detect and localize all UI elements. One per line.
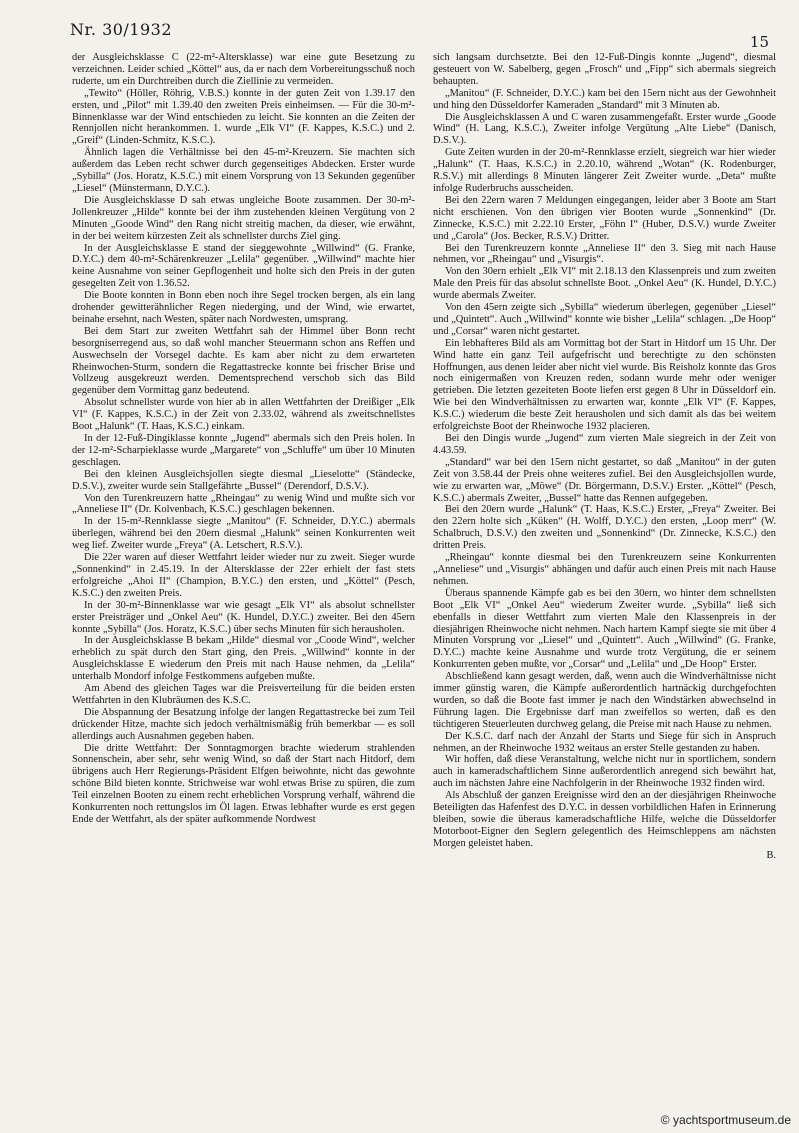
page-number: 15 xyxy=(749,33,769,51)
left-column xyxy=(72,52,415,1092)
paragraph: Wir hoffen, daß diese Veranstaltung, welche nicht nur in sportlichem, sondern auch in kameradschaftlichem Sinne außerordentlich anregend sich bewährt hat, auch im nächsten Jahre eine Nachfolgerin in der Rheinwoche 1932 finden wird. xyxy=(433,754,776,790)
paragraph: Die Boote konnten in Bonn eben noch ihre Segel trocken bergen, als ein lang drohender gewitterähnlicher Regen niederging, und der Wind, wie erwartet, beinahe ersehnt, nach Westen, später nach Nordwesten, umsprang. xyxy=(72,290,415,325)
issue-number: Nr. 30/1932 xyxy=(70,20,173,39)
paragraph: Bei dem Start zur zweiten Wettfahrt sah der Himmel über Bonn recht besorgniserregend aus, so daß wohl mancher Steuermann schon ans Reffen und Auswechseln der Vorsegel dachte. Es kam aber nicht zu dem erwarteten Rheinwochen-Sturm, sondern die Regattastrecke konnte bei frischer Brise und Vollzeug ausgekreuzt werden. Dementsprechend verschob sich das Bild gegenüber dem Vormittag ganz bedeutend. xyxy=(72,325,415,397)
paragraph: Absolut schnellster wurde von hier ab in allen Wettfahrten der Dreißiger „Elk VI“ (F. Kappes, K.S.C.) in der Zeit von 2.33.02, während als zweitschnellstes Boot „Halunk“ (T. Haas, K.S.C.) einkam. xyxy=(72,397,415,433)
paragraph: In der 15-m²-Rennklasse siegte „Manitou“ (F. Schneider, D.Y.C.) abermals überlegen, während bei den 20ern diesmal „Halunk“ seinen Konkurrenten weit weg lief. Zweiter wurde „Freya“ (A. Letschert, R.S.V.). xyxy=(72,516,415,552)
paragraph: „Tewito“ (Höller, Röhrig, V.B.S.) konnte in der guten Zeit von 1.39.17 den ersten, und „Pilot“ mit 1.39.40 den zweiten Preis einheimsen. — Für die 30-m²-Binnenklasse war der Wind entschieden zu leicht. Sie konnten an die Zeiten der Rennjollen nicht herankommen. 1. wurde „Elk VI“ (F. Kappes, K.S.C.) und 2. „Greif“ (Linden-Schmitz, K.S.C.). xyxy=(72,87,415,147)
paragraph: Gute Zeiten wurden in der 20-m²-Rennklasse erzielt, siegreich war hier wieder „Halunk“ (T. Haas, K.S.C.) in 2.20.10, während „Wotan“ (K. Rodenburger, R.S.V.) mit allerdings 8 Minuten längerer Zeit Zweiter wurde. „Deta“ mußte infolge Ruderbruchs ausscheiden. xyxy=(433,147,776,194)
paragraph: In der 12-Fuß-Dingiklasse konnte „Jugend“ abermals sich den Preis holen. In der 12-m²-Scharpieklasse wurde „Margarete“ von „Schluffe“ um über 10 Minuten geschlagen. xyxy=(72,433,415,468)
paragraph: der Ausgleichsklasse C (22-m²-Altersklasse) war eine gute Besetzung zu verzeichnen. Leider schied „Köttel“ aus, da er nach dem Vorbereitungsschuß noch ruderte, um ein Durchtreiben durch die Ziellinie zu vermeiden. xyxy=(72,52,415,87)
paragraph: „Rheingau“ konnte diesmal bei den Turenkreuzern seine Konkurrenten „Anneliese“ und „Visurgis“ abhängen und dafür auch einen Preis mit nach Hause nehmen. xyxy=(433,552,776,587)
paragraph: „Manitou“ (F. Schneider, D.Y.C.) kam bei den 15ern nicht aus der Gewohnheit und hing den Düsseldorfer Kameraden „Standard“ mit 3 Minuten ab. xyxy=(433,87,776,111)
paragraph: Die Abspannung der Besatzung infolge der langen Regattastrecke bei zum Teil drückender Hitze, machte sich jedoch verhältnismäßig früh bemerkbar — es soll allerdings auch Ausnahmen gegeben haben. xyxy=(72,706,415,742)
copyright-watermark: © yachtsportmuseum.de xyxy=(660,1113,791,1127)
paragraph: „Standard“ war bei den 15ern nicht gestartet, so daß „Manitou“ in der guten Zeit von 3.58.44 der Preis ohne weiteres zufiel. Bei den Ausgleichsjollen wurde, wie zu erwarten war, „Möwe“ (Dr. Börgermann, D.S.V.) Erster. „Köttel“ (Pesch, K.S.C.) abermals Zweiter, „Bussel“ hatte das Rennen aufgegeben. xyxy=(433,456,776,504)
paragraph: In der 30-m²-Binnenklasse war wie gesagt „Elk VI“ als absolut schnellster erster Preisträger und „Onkel Aeu“ (K. Hundel, D.Y.C.) zweiter. Bei den 45ern konnte „Sybilla“ (Jos. Horatz, K.S.C.) über sechs Minuten für sich herausholen. xyxy=(72,599,415,635)
right-column xyxy=(433,52,776,1092)
paragraph: Bei den Turenkreuzern konnte „Anneliese II“ den 3. Sieg mit nach Hause nehmen, vor „Rheingau“ und „Visurgis“. xyxy=(433,242,776,266)
paragraph: In der Ausgleichsklasse E stand der sieggewohnte „Willwind“ (G. Franke, D.Y.C.) dem 40-m²-Schärenkreuzer „Lelila“ gegenüber. „Willwind“ machte hier keine Ausnahme von seiner Gepflogenheit und holte sich den Preis in der guten gesegelten Zeit von 1.36.52. xyxy=(72,242,415,290)
paragraph: Bei den kleinen Ausgleichsjollen siegte diesmal „Lieselotte“ (Ständecke, D.S.V.), zweiter wurde sein Stallgefährte „Bussel“ (Derendorf, D.S.V.). xyxy=(72,468,415,492)
paragraph: In der Ausgleichsklasse B bekam „Hilde“ diesmal vor „Coode Wind“, welcher erheblich zu spät durch den Start ging, den Preis. „Willwind“ konnte in der Ausgleichsklasse E wiederum den Preis mit nach Hause nehmen, da „Lelila“ unterhalb Mondorf infolge Festkommens aufgeben mußte. xyxy=(72,635,415,683)
paragraph: Die 22er waren auf dieser Wettfahrt leider wieder nur zu zweit. Sieger wurde „Sonnenkind“ in 2.45.19. In der Altersklasse der 22er erhielt der fast stets erfolgreiche „Ahoi II“ (Champion, B.Y.C.) den ersten, und „Köttel“ (Pesch, K.S.C.) den zweiten Preis. xyxy=(72,552,415,599)
paragraph: Ein lebhafteres Bild als am Vormittag bot der Start in Hitdorf um 15 Uhr. Der Wind hatte ein ganz Teil aufgefrischt und berechtigte zu den schönsten Hoffnungen, aus denen leider aber nicht viel wurde. Bis Reisholz konnte das Gros noch einigermaßen von Kreuzen reden, sodann wurde mehr oder weniger getrieben. Die letzten gezeiteten Boote liefen erst gegen 8 Uhr in Düsseldorf ein. Wie bei den Windverhältnissen zu erwarten war, konnte „Elk VI“ (F. Kappes, K.S.C.) wiederum die beste Zeit herausholen und sich damit als das bei weitem erfolgreichste Boot der Rheinwoche 1932 placieren. xyxy=(433,337,776,433)
paragraph: Von den 30ern erhielt „Elk VI“ mit 2.18.13 den Klassenpreis und zum zweiten Male den Preis für das absolut schnellste Boot. „Onkel Aeu“ (K. Hundel, D.Y.C.) wurde abermals Zweiter. xyxy=(433,266,776,302)
paragraph: Ähnlich lagen die Verhältnisse bei den 45-m²-Kreuzern. Sie machten sich außerdem das Leben recht schwer durch gegenseitiges Abdecken. Erster wurde „Sybilla“ (Jos. Horatz, K.S.C.) mit einem Vorsprung von 13 Sekunden gegenüber „Liesel“ (Münstermann, D.Y.C.). xyxy=(72,147,415,194)
paragraph: Von den 45ern zeigte sich „Sybilla“ wiederum überlegen, gegenüber „Liesel“ und „Quintett“. Auch „Willwind“ konnte wie bisher „Lelila“ schlagen. „De Hoop“ und „Corsar“ waren nicht gestartet. xyxy=(433,302,776,337)
paragraph: Abschließend kann gesagt werden, daß, wenn auch die Windverhältnisse nicht immer günstig waren, die Kämpfe außerordentlich hartnäckig durchgefochten wurden, so daß die Boote fast immer je nach den Windstärken abwechselnd in Führung lagen. Die Ergebnisse darf man zweifellos so werten, daß es den tüchtigeren Steuerleuten durchweg gelang, die Preise mit nach Hause zu nehmen. xyxy=(433,671,776,730)
paragraph: Die Ausgleichsklasse D sah etwas ungleiche Boote zusammen. Der 30-m²-Jollenkreuzer „Hilde“ konnte bei der ihm zustehenden kleinen Vergütung von 2 Minuten „Goode Wind“ den Rang nicht streitig machen, da dieser, wie erwähnt, in der bei weitem kürzesten Zeit als schnellster durchs Ziel ging. xyxy=(72,194,415,242)
author-signature: B. xyxy=(766,849,776,861)
paragraph: Die Ausgleichsklassen A und C waren zusammengefaßt. Erster wurde „Goode Wind“ (H. Lang, K.S.C.), Zweiter infolge Vergütung „Alte Liebe“ (Danisch, D.S.V.). xyxy=(433,111,776,147)
paragraph: Der K.S.C. darf nach der Anzahl der Starts und Siege für sich in Anspruch nehmen, an der Rheinwoche 1932 weitaus an erster Stelle gestanden zu haben. xyxy=(433,730,776,754)
paragraph: sich langsam durchsetzte. Bei den 12-Fuß-Dingis konnte „Jugend“, diesmal gesteuert von W. Sabelberg, gegen „Frosch“ und „Fipp“ sich abermals siegreich behaupten. xyxy=(433,52,776,87)
paragraph: Bei den 20ern wurde „Halunk“ (T. Haas, K.S.C.) Erster, „Freya“ Zweiter. Bei den 22ern holte sich „Küken“ (H. Wolff, D.Y.C.) den ersten, „Loop merr“ (W. Schalbruch, D.S.V.) den zweiten und „Sonnenkind“ (Dr. Zinnecke, K.S.C.) den dritten Preis. xyxy=(433,504,776,552)
paragraph: Die dritte Wettfahrt: Der Sonntagmorgen brachte wiederum strahlenden Sonnenschein, aber sehr, sehr wenig Wind, so daß der Start nach Hitdorf, dem übrigens auch Herr Regierungs-Präsident Elfgen beiwohnte, nicht das gewohnte schöne Bild bieten konnte. Strichweise war wohl etwas Brise zu spüren, die zum Teil einzelnen Booten zu einem recht erheblichen Vorsprung verhalf, während die Konkurrenten noch rettungslos im Öl lagen. Etwas lebhafter wurde es erst gegen Ende der Wettfahrt, als der später aufkommende Nordwest xyxy=(72,742,415,825)
article-body xyxy=(72,52,776,1092)
paragraph: Als Abschluß der ganzen Ereignisse wird den an der diesjährigen Rheinwoche Beteiligten das Hafenfest des D.Y.C. in dessen vorbildlichen Hafen in Erinnerung bleiben, sowie die überaus kameradschaftliche Hilfe, welche die Düsseldorfer Motorboot-Eigner den Seglern gelegentlich des Heimschleppens am nächsten Morgen geleistet haben. xyxy=(433,790,776,849)
paragraph: Bei den Dingis wurde „Jugend“ zum vierten Male siegreich in der Zeit von 4.43.59. xyxy=(433,433,776,456)
paragraph: Von den Turenkreuzern hatte „Rheingau“ zu wenig Wind und mußte sich vor „Anneliese II“ (Dr. Kolvenbach, K.S.C.) geschlagen bekennen. xyxy=(72,492,415,516)
paragraph: Am Abend des gleichen Tages war die Preisverteilung für die beiden ersten Wettfahrten in den Klubräumen des K.S.C. xyxy=(72,683,415,706)
paragraph: Bei den 22ern waren 7 Meldungen eingegangen, leider aber 3 Boote am Start nicht erschienen. Von den übrigen vier Booten wurde „Sonnenkind“ (Dr. Zinnecke, K.S.C.) mit 2.22.10 Erster, „Föhn I“ (Huber, D.S.V.) wurde Zweiter und „Carola“ (Jos. Becker, R.S.V.) Dritter. xyxy=(433,194,776,242)
paragraph: Überaus spannende Kämpfe gab es bei den 30ern, wo hinter dem schnellsten Boot „Elk VI“ „Onkel Aeu“ wiederum Zweiter wurde. „Sybilla“ ließ sich ebenfalls in dieser Wettfahrt zum vierten Male den Klassenpreis in der diesjährigen Rheinwoche nicht nehmen. Nach hartem Kampf siegte sie mit über 4 Minuten Vorsprung vor „Liesel“ und „Quintett“. Auch „Willwind“ (G. Franke, D.Y.C.) machte keine Ausnahme und wurde trotz Vergütung, die er seinem Konkurrenten geben mußte, vor „Corsar“ und „Lelila“ und „De Hoop“ Erster. xyxy=(433,587,776,671)
page-header xyxy=(70,10,769,50)
